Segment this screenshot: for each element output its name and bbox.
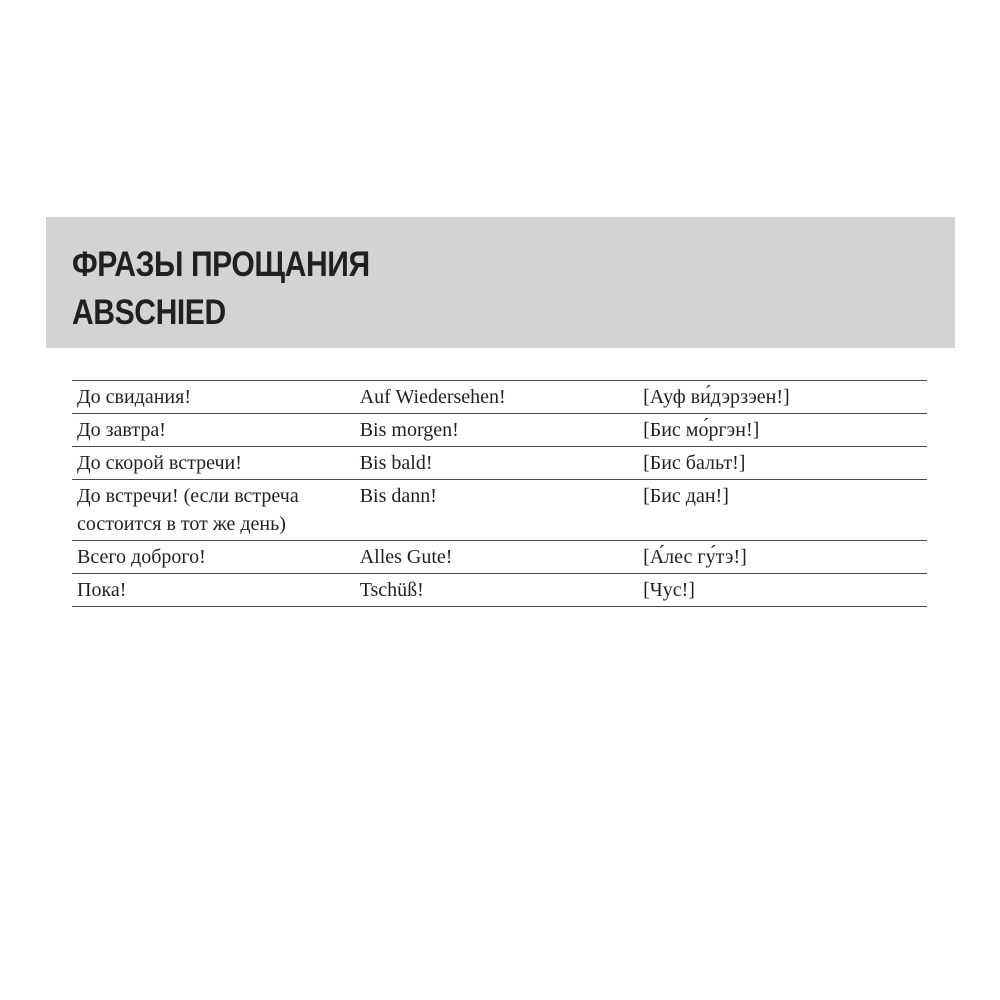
table-row [72,574,927,607]
table-row [72,480,927,541]
table-row [72,381,927,414]
table-row [72,414,927,447]
heading-title-german: ABSCHIED [72,293,226,332]
heading-title-russian: ФРАЗЫ ПРОЩАНИЯ [72,245,370,284]
transcription: [Ауф ви́дэрзэен!] [643,386,790,408]
table-row [72,447,927,480]
german-phrase: Alles Gute! [359,546,453,568]
transcription: [А́лес гу́тэ!] [643,546,747,568]
german-phrase: Bis morgen! [359,419,459,441]
transcription: [Чус!] [643,579,695,601]
transcription: [Бис мо́ргэн!] [643,419,760,441]
russian-phrase-line-1: До встречи! (если встреча [77,485,299,507]
russian-phrase: До свидания! [77,386,191,408]
german-phrase: Tschüß! [359,579,424,601]
german-phrase: Auf Wiedersehen! [359,386,506,408]
russian-phrase: Пока! [77,579,127,601]
russian-phrase: До скорой встречи! [77,452,242,474]
transcription: [Бис дан!] [643,485,729,507]
russian-phrase [72,480,355,541]
german-phrase: Bis bald! [359,452,433,474]
russian-phrase: До завтра! [77,419,166,441]
russian-phrase-line-2: состоится в тот же день) [77,513,286,535]
russian-phrase: Всего доброго! [77,546,206,568]
phrase-table [72,380,927,607]
german-phrase: Bis dann! [359,485,437,507]
transcription: [Бис бальт!] [643,452,746,474]
section-heading [46,217,955,348]
table-row [72,541,927,574]
